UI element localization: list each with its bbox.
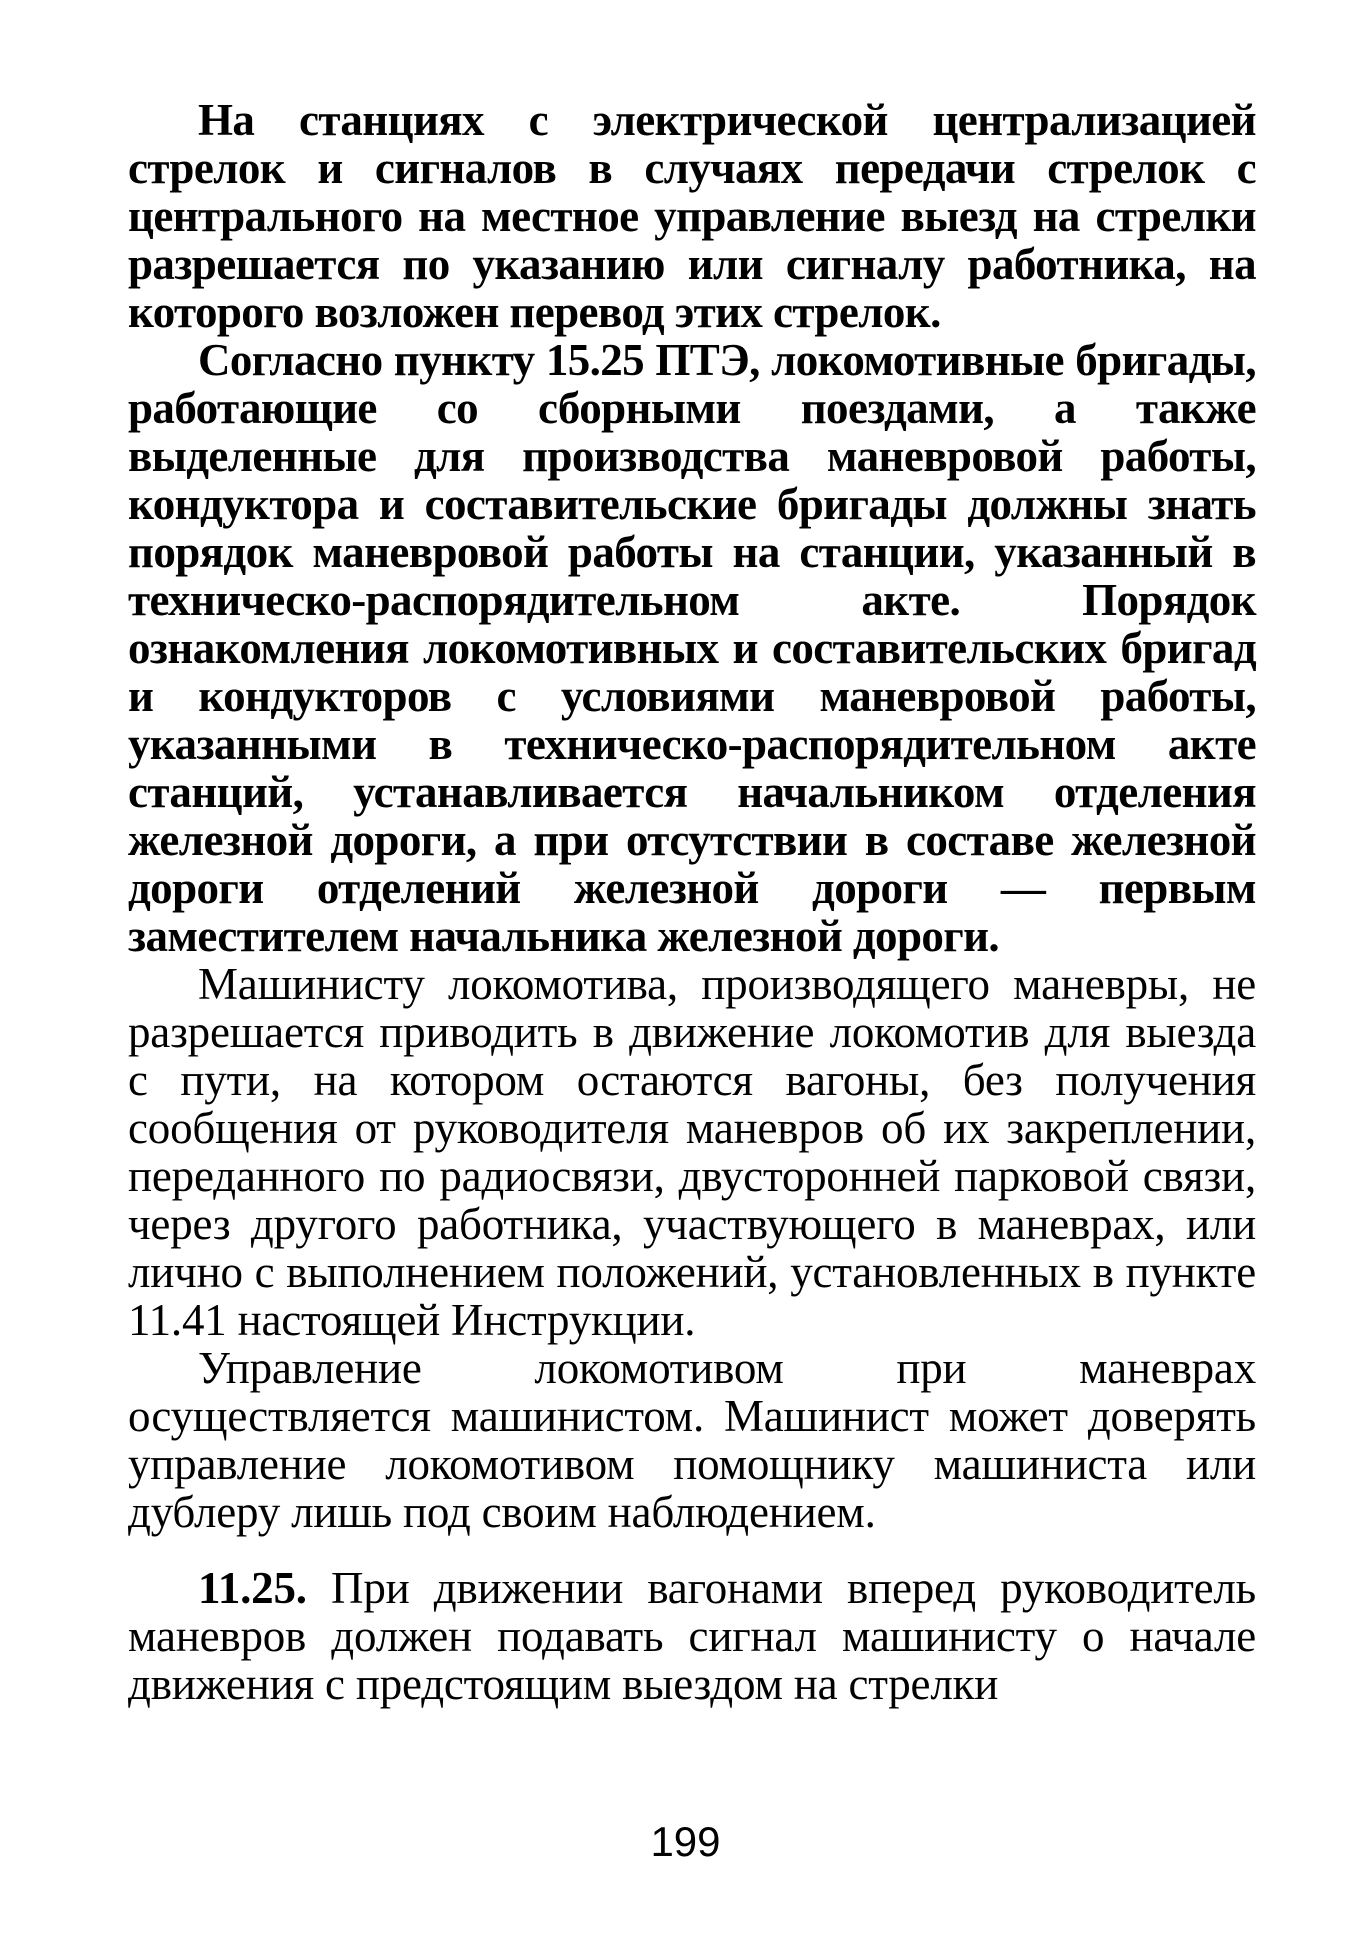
page-number: 199 [650, 1818, 721, 1865]
paragraph-driver-movement: Машинисту локомотива, производящего маневры, не разрешается приводить в движение локомотив для выезда с пути, на котором остаются вагоны, без получения сообщения от руководителя маневров об их закреплении, переданного по радиосвязи, двусторонней парковой связи, через другого работника, участвующего в маневрах, или лично с выполнением положений, установленных в пункте 11.41 настоящей Инструкции. [128, 959, 1256, 1345]
section-spacer [128, 1536, 1256, 1564]
paragraph-locomotive-control: Управление локомотивом при маневрах осуществляется машинистом. Машинист может доверять управление локомотивом помощнику машиниста или дублеру лишь под своим наблюдением. [128, 1343, 1256, 1537]
paragraph-pte-15-25: Согласно пункту 15.25 ПТЭ, локомотивные бригады, работающие со сборными поездами, а также выделенные для производства маневровой работы, кондуктора и составительские бригады должны знать порядок маневровой работы на станции, указанный в техническо-распорядительном акте. Порядок ознакомления локомотивных и составительских бригад и кондукторов с условиями маневровой работы, указанными в техническо-распорядительном акте станций, устанавливается начальником отделения железной дороги, а при отсутствии в составе железной дороги отделений железной дороги — первым заместителем начальника железной дороги. [128, 335, 1256, 961]
section-11-25 [128, 1564, 1256, 1708]
section-text: При движении вагонами вперед руководитель маневров должен подавать сигнал машинисту о начале движения с предстоящим выездом на стрелки [128, 1563, 1256, 1709]
page-body [128, 96, 1256, 1708]
section-number: 11.25. [198, 1563, 307, 1613]
paragraph-electric-centralization: На станциях с электрической централизацией стрелок и сигналов в случаях передачи стрелок с центрального на местное управление выезд на стрелки разрешается по указанию или сигналу работника, на которого возложен перевод этих стрелок. [128, 95, 1256, 337]
